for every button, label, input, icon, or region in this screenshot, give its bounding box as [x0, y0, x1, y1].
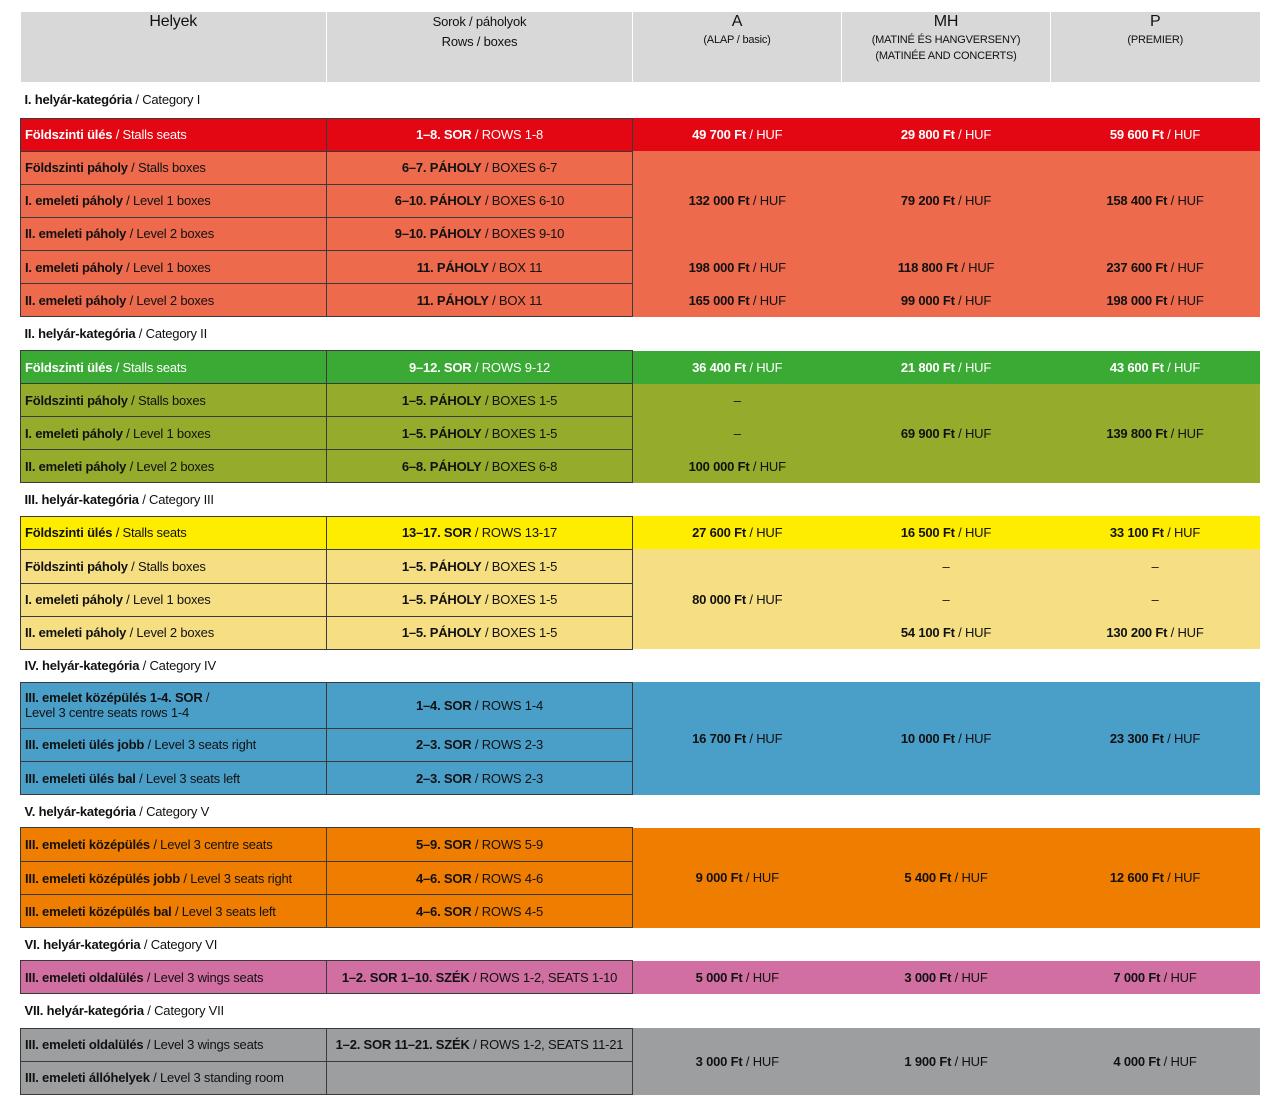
price-a: – [633, 384, 842, 417]
rows-cell: 4–6. SOR / ROWS 4-5 [327, 895, 633, 928]
price-mh: 99 000 Ft / HUF [842, 284, 1051, 317]
header-mh: MH (MATINÉ ÉS HANGVERSENY) (MATINÉE AND CONCERTS) [842, 12, 1051, 82]
header-places: Helyek [21, 12, 327, 82]
price-a: 132 000 Ft / HUF [633, 151, 842, 250]
price-p: 43 600 Ft / HUF [1051, 351, 1260, 384]
price-p: 33 100 Ft / HUF [1051, 516, 1260, 549]
table-row [21, 549, 1260, 583]
price-mh: 29 800 Ft / HUF [842, 118, 1051, 151]
table-row [21, 828, 1260, 862]
price-p: 23 300 Ft / HUF [1051, 682, 1260, 794]
rows-cell: 1–5. PÁHOLY / BOXES 1-5 [327, 583, 633, 616]
rows-cell: 1–5. PÁHOLY / BOXES 1-5 [327, 616, 633, 649]
place-cell: I. emeleti páholy / Level 1 boxes [21, 417, 327, 450]
table-row [21, 250, 1260, 283]
table-row [21, 961, 1260, 994]
category-heading-3: III. helyár-kategória / Category III [21, 483, 1260, 516]
price-a: 80 000 Ft / HUF [633, 549, 842, 649]
rows-cell: 9–12. SOR / ROWS 9-12 [327, 351, 633, 384]
place-cell: I. emeleti páholy / Level 1 boxes [21, 184, 327, 217]
ticket-price-table [20, 12, 1260, 1095]
price-a: 3 000 Ft / HUF [633, 1028, 842, 1094]
table-row [21, 118, 1260, 151]
rows-cell: 5–9. SOR / ROWS 5-9 [327, 828, 633, 862]
price-p: 12 600 Ft / HUF [1051, 828, 1260, 928]
price-p: 158 400 Ft / HUF [1051, 151, 1260, 250]
price-p: 4 000 Ft / HUF [1051, 1028, 1260, 1094]
price-mh: – [842, 549, 1051, 583]
table-row [21, 1028, 1260, 1061]
rows-cell: 6–7. PÁHOLY / BOXES 6-7 [327, 151, 633, 184]
category-heading-5: V. helyár-kategória / Category V [21, 795, 1260, 828]
price-p: – [1051, 583, 1260, 616]
price-p: 237 600 Ft / HUF [1051, 250, 1260, 283]
rows-cell: 11. PÁHOLY / BOX 11 [327, 250, 633, 283]
price-mh: 21 800 Ft / HUF [842, 351, 1051, 384]
price-p: 130 200 Ft / HUF [1051, 616, 1260, 649]
table-row [21, 384, 1260, 417]
rows-cell [327, 1061, 633, 1094]
price-p: 7 000 Ft / HUF [1051, 961, 1260, 994]
price-mh: 5 400 Ft / HUF [842, 828, 1051, 928]
price-mh: 3 000 Ft / HUF [842, 961, 1051, 994]
rows-cell: 1–5. PÁHOLY / BOXES 1-5 [327, 549, 633, 583]
place-cell: Földszinti páholy / Stalls boxes [21, 151, 327, 184]
price-a: 36 400 Ft / HUF [633, 351, 842, 384]
place-cell: III. emeleti oldalülés / Level 3 wings seats [21, 961, 327, 994]
place-cell: II. emeleti páholy / Level 2 boxes [21, 284, 327, 317]
price-a: 165 000 Ft / HUF [633, 284, 842, 317]
price-mh: 10 000 Ft / HUF [842, 682, 1051, 794]
place-cell: III. emeleti középülés / Level 3 centre seats [21, 828, 327, 862]
category-heading-2: II. helyár-kategória / Category II [21, 317, 1260, 351]
place-cell: III. emeleti középülés bal / Level 3 seats left [21, 895, 327, 928]
category-heading-4: IV. helyár-kategória / Category IV [21, 649, 1260, 682]
rows-cell: 1–2. SOR 11–21. SZÉK / ROWS 1-2, SEATS 11-21 [327, 1028, 633, 1061]
place-cell: Földszinti ülés / Stalls seats [21, 351, 327, 384]
place-cell: Földszinti páholy / Stalls boxes [21, 549, 327, 583]
rows-cell: 1–5. PÁHOLY / BOXES 1-5 [327, 384, 633, 417]
rows-cell: 11. PÁHOLY / BOX 11 [327, 284, 633, 317]
table-row [21, 284, 1260, 317]
price-a: 49 700 Ft / HUF [633, 118, 842, 151]
price-a: 100 000 Ft / HUF [633, 450, 842, 483]
price-p: – [1051, 549, 1260, 583]
price-mh: 16 500 Ft / HUF [842, 516, 1051, 549]
table-row [21, 516, 1260, 549]
table-row [21, 682, 1260, 728]
rows-cell: 1–5. PÁHOLY / BOXES 1-5 [327, 417, 633, 450]
price-mh: 79 200 Ft / HUF [842, 151, 1051, 250]
rows-cell: 2–3. SOR / ROWS 2-3 [327, 728, 633, 761]
rows-cell: 4–6. SOR / ROWS 4-6 [327, 862, 633, 895]
place-cell: III. emeleti oldalülés / Level 3 wings seats [21, 1028, 327, 1061]
rows-cell: 2–3. SOR / ROWS 2-3 [327, 761, 633, 794]
header-a: A (ALAP / basic) [633, 12, 842, 82]
place-cell: III. emelet középülés 1-4. SOR / Level 3 centre seats rows 1-4 [21, 682, 327, 728]
price-a: 27 600 Ft / HUF [633, 516, 842, 549]
category-heading-7: VII. helyár-kategória / Category VII [21, 994, 1260, 1028]
price-a: 5 000 Ft / HUF [633, 961, 842, 994]
rows-cell: 9–10. PÁHOLY / BOXES 9-10 [327, 217, 633, 250]
price-mh: 69 900 Ft / HUF [842, 384, 1051, 483]
place-cell: Földszinti ülés / Stalls seats [21, 516, 327, 549]
place-cell: III. emeleti ülés bal / Level 3 seats left [21, 761, 327, 794]
place-cell: Földszinti páholy / Stalls boxes [21, 384, 327, 417]
price-p: 198 000 Ft / HUF [1051, 284, 1260, 317]
price-p: 139 800 Ft / HUF [1051, 384, 1260, 483]
rows-cell: 1–8. SOR / ROWS 1-8 [327, 118, 633, 151]
rows-cell: 1–4. SOR / ROWS 1-4 [327, 682, 633, 728]
rows-cell: 13–17. SOR / ROWS 13-17 [327, 516, 633, 549]
place-cell: III. emeleti ülés jobb / Level 3 seats right [21, 728, 327, 761]
price-p: 59 600 Ft / HUF [1051, 118, 1260, 151]
price-mh: 54 100 Ft / HUF [842, 616, 1051, 649]
price-a: 198 000 Ft / HUF [633, 250, 842, 283]
header-rows-boxes: Sorok / páholyok Rows / boxes [327, 12, 633, 82]
price-a: – [633, 417, 842, 450]
place-cell: III. emeleti állóhelyek / Level 3 standing room [21, 1061, 327, 1094]
rows-cell: 1–2. SOR 1–10. SZÉK / ROWS 1-2, SEATS 1-10 [327, 961, 633, 994]
price-a: 9 000 Ft / HUF [633, 828, 842, 928]
price-mh: 1 900 Ft / HUF [842, 1028, 1051, 1094]
price-mh: – [842, 583, 1051, 616]
header-p: P (PREMIER) [1051, 12, 1260, 82]
place-cell: II. emeleti páholy / Level 2 boxes [21, 616, 327, 649]
price-a: 16 700 Ft / HUF [633, 682, 842, 794]
table-row [21, 351, 1260, 384]
place-cell: III. emeleti középülés jobb / Level 3 seats right [21, 862, 327, 895]
place-cell: Földszinti ülés / Stalls seats [21, 118, 327, 151]
place-cell: I. emeleti páholy / Level 1 boxes [21, 250, 327, 283]
place-cell: II. emeleti páholy / Level 2 boxes [21, 217, 327, 250]
rows-cell: 6–10. PÁHOLY / BOXES 6-10 [327, 184, 633, 217]
rows-cell: 6–8. PÁHOLY / BOXES 6-8 [327, 450, 633, 483]
place-cell: I. emeleti páholy / Level 1 boxes [21, 583, 327, 616]
table-row [21, 151, 1260, 184]
price-mh: 118 800 Ft / HUF [842, 250, 1051, 283]
place-cell: II. emeleti páholy / Level 2 boxes [21, 450, 327, 483]
category-heading-6: VI. helyár-kategória / Category VI [21, 928, 1260, 961]
category-heading-1: I. helyár-kategória / Category I [21, 82, 1260, 118]
table-header-row [21, 12, 1260, 82]
